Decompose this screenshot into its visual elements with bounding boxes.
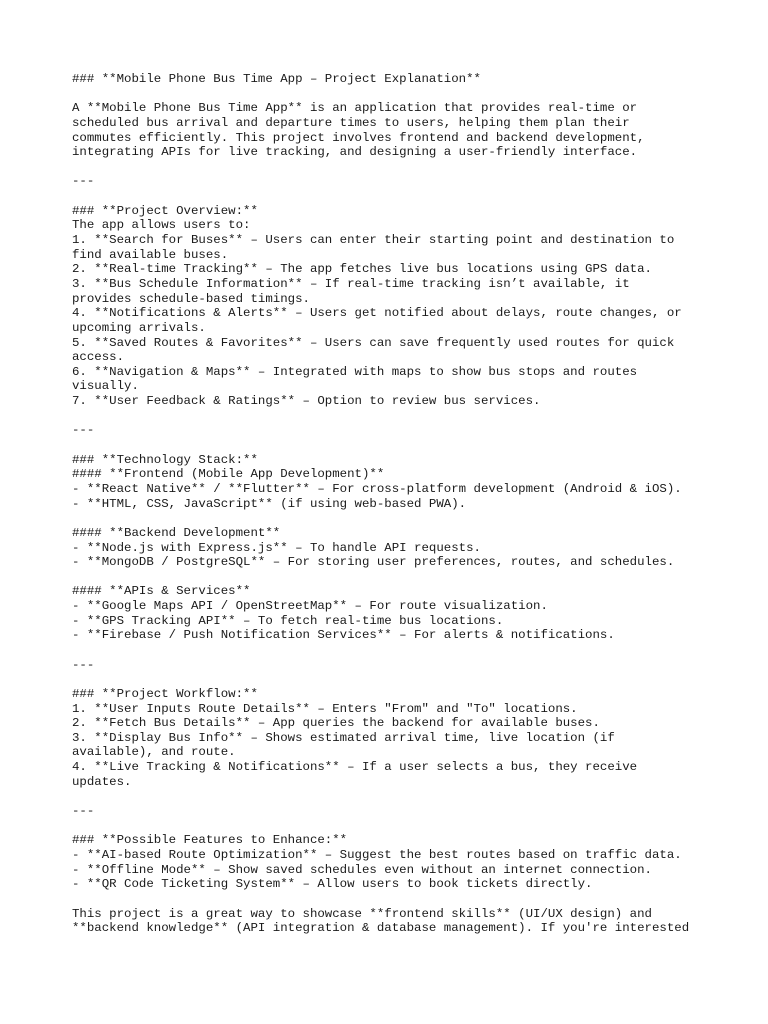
blank-line (72, 892, 712, 907)
blank-line (72, 409, 712, 424)
closing-line: This project is a great way to showcase **frontend skills** (UI/UX design) and (72, 906, 652, 921)
closing-line: **backend knowledge** (API integration & database management). If you're interested (72, 921, 690, 936)
list-line: 5. **Saved Routes & Favorites** – Users can save frequently used routes for quick (72, 335, 675, 350)
subsection-heading: #### **APIs & Services** (72, 584, 251, 599)
document-page (72, 72, 712, 936)
body-line: The app allows users to: (72, 218, 251, 233)
list-line: 1. **User Inputs Route Details** – Enters "From" and "To" locations. (72, 701, 578, 716)
section-heading: ### **Project Workflow:** (72, 686, 258, 701)
list-line: 6. **Navigation & Maps** – Integrated with maps to show bus stops and routes (72, 364, 638, 379)
blank-line (72, 160, 712, 175)
section-heading: ### **Project Overview:** (72, 203, 258, 218)
subsection-heading: #### **Backend Development** (72, 525, 281, 540)
intro-line: A **Mobile Phone Bus Time App** is an application that provides real-time or (72, 101, 638, 116)
bullet-line: - **MongoDB / PostgreSQL** – For storing user preferences, routes, and schedules. (72, 555, 675, 570)
list-line: 3. **Bus Schedule Information** – If real-time tracking isn’t available, it (72, 276, 630, 291)
intro-line: integrating APIs for live tracking, and designing a user-friendly interface. (72, 145, 638, 160)
bullet-line: - **React Native** / **Flutter** – For cross-platform development (Android & iOS). (72, 481, 682, 496)
subsection-heading: #### **Frontend (Mobile App Development)** (72, 467, 385, 482)
blank-line (72, 511, 712, 526)
blank-line (72, 438, 712, 453)
bullet-line: - **Offline Mode** – Show saved schedules even without an internet connection. (72, 862, 652, 877)
list-line: upcoming arrivals. (72, 320, 206, 335)
blank-line (72, 87, 712, 102)
bullet-line: - **Google Maps API / OpenStreetMap** – For route visualization. (72, 599, 548, 614)
blank-line (72, 643, 712, 658)
bullet-line: - **AI-based Route Optimization** – Suggest the best routes based on traffic data. (72, 847, 682, 862)
intro-line: scheduled bus arrival and departure times to users, helping them plan their (72, 115, 630, 130)
list-line: updates. (72, 774, 132, 789)
divider-line: --- (72, 174, 95, 189)
section-heading: ### **Technology Stack:** (72, 452, 258, 467)
bullet-line: - **QR Code Ticketing System** – Allow users to book tickets directly. (72, 877, 593, 892)
divider-line: --- (72, 657, 95, 672)
list-line: access. (72, 350, 125, 365)
divider-line: --- (72, 804, 95, 819)
title-line: ### **Mobile Phone Bus Time App – Project Explanation** (72, 72, 481, 86)
bullet-line: - **GPS Tracking API** – To fetch real-time bus locations. (72, 613, 504, 628)
list-line: 3. **Display Bus Info** – Shows estimated arrival time, live location (if (72, 730, 615, 745)
bullet-line: - **Node.js with Express.js** – To handle API requests. (72, 540, 481, 555)
section-heading: ### **Possible Features to Enhance:** (72, 833, 348, 848)
list-line: 2. **Fetch Bus Details** – App queries the backend for available buses. (72, 716, 600, 731)
list-line: available), and route. (72, 745, 236, 760)
blank-line (72, 189, 712, 204)
list-line: find available buses. (72, 247, 229, 262)
list-line: 4. **Live Tracking & Notifications** – If a user selects a bus, they receive (72, 760, 638, 775)
list-line: 7. **User Feedback & Ratings** – Option to review bus services. (72, 394, 541, 409)
list-line: 1. **Search for Buses** – Users can enter their starting point and destination to (72, 233, 675, 248)
intro-line: commutes efficiently. This project involves frontend and backend development, (72, 130, 645, 145)
list-line: provides schedule-based timings. (72, 291, 310, 306)
blank-line (72, 789, 712, 804)
blank-line (72, 672, 712, 687)
bullet-line: - **Firebase / Push Notification Services** – For alerts & notifications. (72, 628, 615, 643)
list-line: 2. **Real-time Tracking** – The app fetches live bus locations using GPS data. (72, 262, 652, 277)
bullet-line: - **HTML, CSS, JavaScript** (if using web-based PWA). (72, 496, 467, 511)
blank-line (72, 819, 712, 834)
list-line: 4. **Notifications & Alerts** – Users get notified about delays, route changes, or (72, 306, 682, 321)
divider-line: --- (72, 423, 95, 438)
list-line: visually. (72, 379, 139, 394)
blank-line (72, 570, 712, 585)
